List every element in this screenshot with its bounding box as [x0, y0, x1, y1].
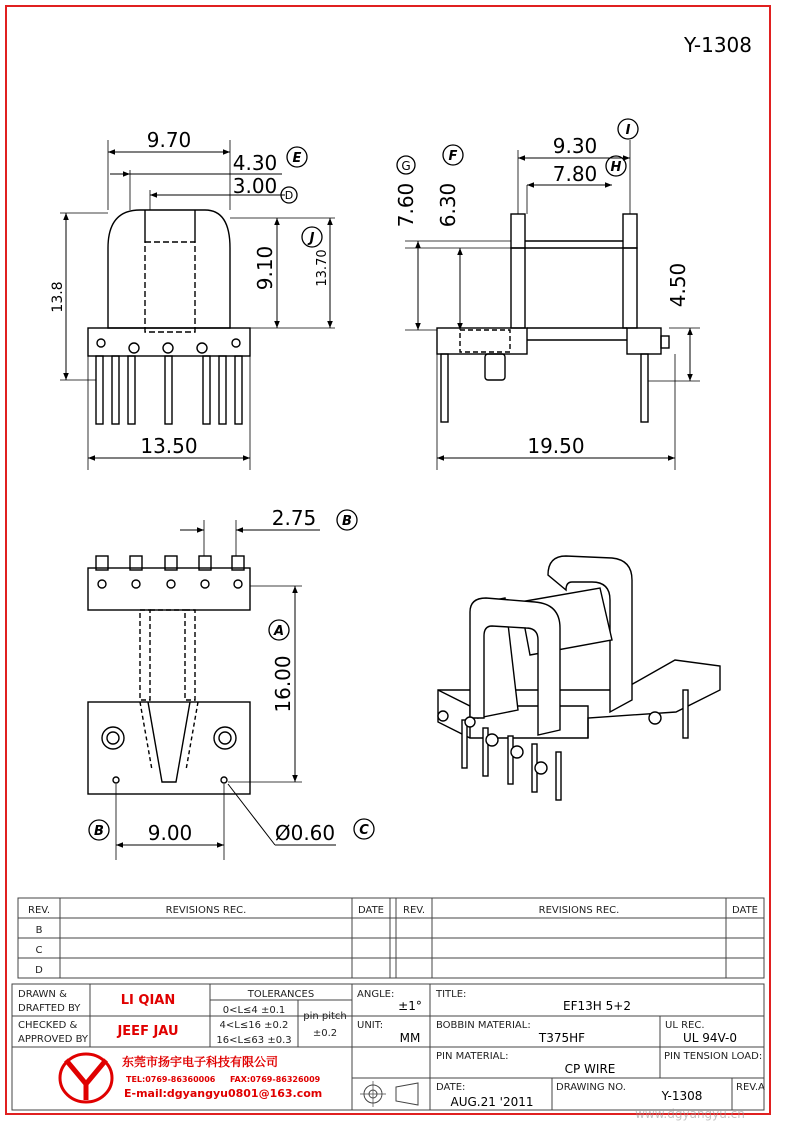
angle-value: ±1°	[398, 999, 422, 1013]
company-logo	[60, 1054, 112, 1102]
side-view-base-right	[627, 328, 661, 354]
rev-row-d: D	[35, 965, 43, 976]
dim-side-height-2: 6.30	[436, 182, 460, 228]
dim-bottom-row-span: 9.00	[147, 821, 193, 845]
rev-header-left: REV.	[28, 905, 50, 916]
front-view-body	[108, 210, 230, 328]
bottom-view-base	[88, 702, 250, 794]
marker-b-bottom	[89, 820, 109, 840]
front-view-pins	[96, 356, 242, 424]
pin-pitch-value: ±0.2	[312, 1028, 338, 1039]
isometric-view	[438, 556, 720, 800]
dim-front-height-b: 13.70	[315, 249, 330, 287]
svg-text:F: F	[448, 149, 458, 164]
marker-a	[269, 620, 289, 640]
title-label: TITLE:	[436, 989, 467, 1000]
bobbin-material-value: T375HF	[538, 1031, 586, 1045]
tolerances-label: TOLERANCES	[247, 989, 315, 1000]
angle-label: ANGLE:	[357, 989, 395, 1000]
svg-text:D: D	[284, 189, 294, 202]
marker-i	[618, 119, 638, 139]
svg-text:G: G	[401, 159, 411, 173]
ul-rec-label: UL REC.	[665, 1020, 705, 1031]
dim-bottom-pitch: 2.75	[271, 506, 317, 530]
drawing-no-label: DRAWING NO.	[556, 1082, 626, 1093]
dim-side-pin-length: 4.50	[666, 262, 690, 308]
drawn-label-2: DRAFTED BY	[18, 1003, 81, 1014]
revisions-header-right: REVISIONS REC.	[538, 905, 620, 916]
dim-side-top-a: 9.30	[552, 134, 598, 158]
date-header-left: DATE	[357, 905, 385, 916]
revisions-header-left: REVISIONS REC.	[165, 905, 247, 916]
dim-side-height-1: 7.60	[394, 182, 418, 228]
svg-text:I: I	[625, 123, 631, 138]
svg-text:B: B	[342, 514, 352, 529]
svg-text:A: A	[273, 624, 285, 639]
company-name: 东莞市扬宇电子科技有限公司	[122, 1055, 279, 1069]
company-tel: TEL:0769-86360006	[126, 1075, 216, 1084]
unit-label: UNIT:	[357, 1020, 384, 1031]
rev-label: REV.A	[736, 1082, 765, 1093]
dim-bottom-length: 16.00	[271, 655, 295, 713]
marker-b-top	[337, 510, 357, 530]
pin-pitch-label: pin pitch	[303, 1011, 347, 1022]
date-value: AUG.21 '2011	[450, 1095, 534, 1109]
dim-front-width-bottom: 13.50	[140, 434, 198, 458]
dim-side-width-bottom: 19.50	[527, 434, 585, 458]
drawing-no-value: Y-1308	[661, 1089, 703, 1103]
date-header-right: DATE	[731, 905, 759, 916]
drawn-label-1: DRAWN &	[18, 989, 67, 1000]
side-view-nub	[661, 336, 669, 348]
marker-e	[287, 147, 307, 167]
front-view-core-hidden	[145, 242, 195, 332]
title-value: EF13H 5+2	[563, 999, 631, 1013]
watermark: www.dgyangyu.cn	[635, 1107, 745, 1121]
marker-g	[397, 156, 415, 174]
svg-text:J: J	[309, 231, 315, 246]
svg-text:H: H	[610, 160, 622, 175]
sheet-border	[6, 6, 770, 1114]
tolerance-2: 4<L≤16 ±0.2	[219, 1020, 289, 1031]
date-label: DATE:	[436, 1082, 466, 1093]
front-view	[60, 140, 335, 470]
drawing-number: Y-1308	[684, 33, 752, 57]
pin-material-label: PIN MATERIAL:	[436, 1051, 509, 1062]
side-view-flange-left	[511, 214, 525, 248]
dim-front-overall-height: 13.8	[50, 281, 66, 313]
company-email: E-mail:dgyangyu0801@163.com	[124, 1087, 323, 1100]
dim-front-slot: 3.00	[232, 174, 278, 198]
side-view-pin-right	[641, 354, 648, 422]
dim-bottom-pin-diameter: Ø0.60	[274, 821, 336, 845]
revisions-table	[18, 898, 764, 978]
checked-by-value: JEEF JAU	[117, 1024, 179, 1039]
front-view-pin-holes	[97, 339, 240, 353]
marker-j	[302, 227, 322, 247]
bottom-view-pin-circles	[98, 580, 242, 588]
svg-text:C: C	[359, 823, 369, 838]
marker-c	[354, 819, 374, 839]
svg-text:B: B	[94, 824, 104, 839]
rev-row-b: B	[35, 925, 43, 936]
bottom-view	[88, 520, 336, 860]
dim-side-top-b: 7.80	[552, 162, 598, 186]
dim-front-core-width: 4.30	[232, 151, 278, 175]
company-fax: FAX:0769-86326009	[230, 1075, 321, 1084]
side-view-base-left	[437, 328, 527, 354]
marker-f	[443, 145, 463, 165]
bobbin-material-label: BOBBIN MATERIAL:	[436, 1020, 531, 1031]
side-view-flange-right	[623, 214, 637, 248]
side-view-pin-left	[441, 354, 448, 422]
checked-label-2: APPROVED BY	[18, 1034, 89, 1045]
rev-header-right: REV.	[403, 905, 425, 916]
bottom-view-top-base	[88, 568, 250, 610]
pin-material-value: CP WIRE	[564, 1062, 616, 1076]
tolerance-3: 16<L≤63 ±0.3	[216, 1035, 292, 1046]
unit-value: MM	[399, 1031, 421, 1045]
tolerance-1: 0<L≤4 ±0.1	[222, 1005, 286, 1016]
ul-rec-value: UL 94V-0	[682, 1031, 738, 1045]
pin-tension-label: PIN TENSION LOAD:	[664, 1051, 763, 1062]
side-view-standoff	[485, 354, 505, 380]
drawn-by-value: LI QIAN	[120, 993, 176, 1008]
dim-front-height-a: 9.10	[253, 245, 277, 291]
checked-label-1: CHECKED &	[18, 1020, 78, 1031]
marker-h	[606, 156, 626, 176]
rev-row-c: C	[35, 945, 43, 956]
dim-front-width-top: 9.70	[146, 128, 192, 152]
svg-text:E: E	[292, 151, 302, 166]
